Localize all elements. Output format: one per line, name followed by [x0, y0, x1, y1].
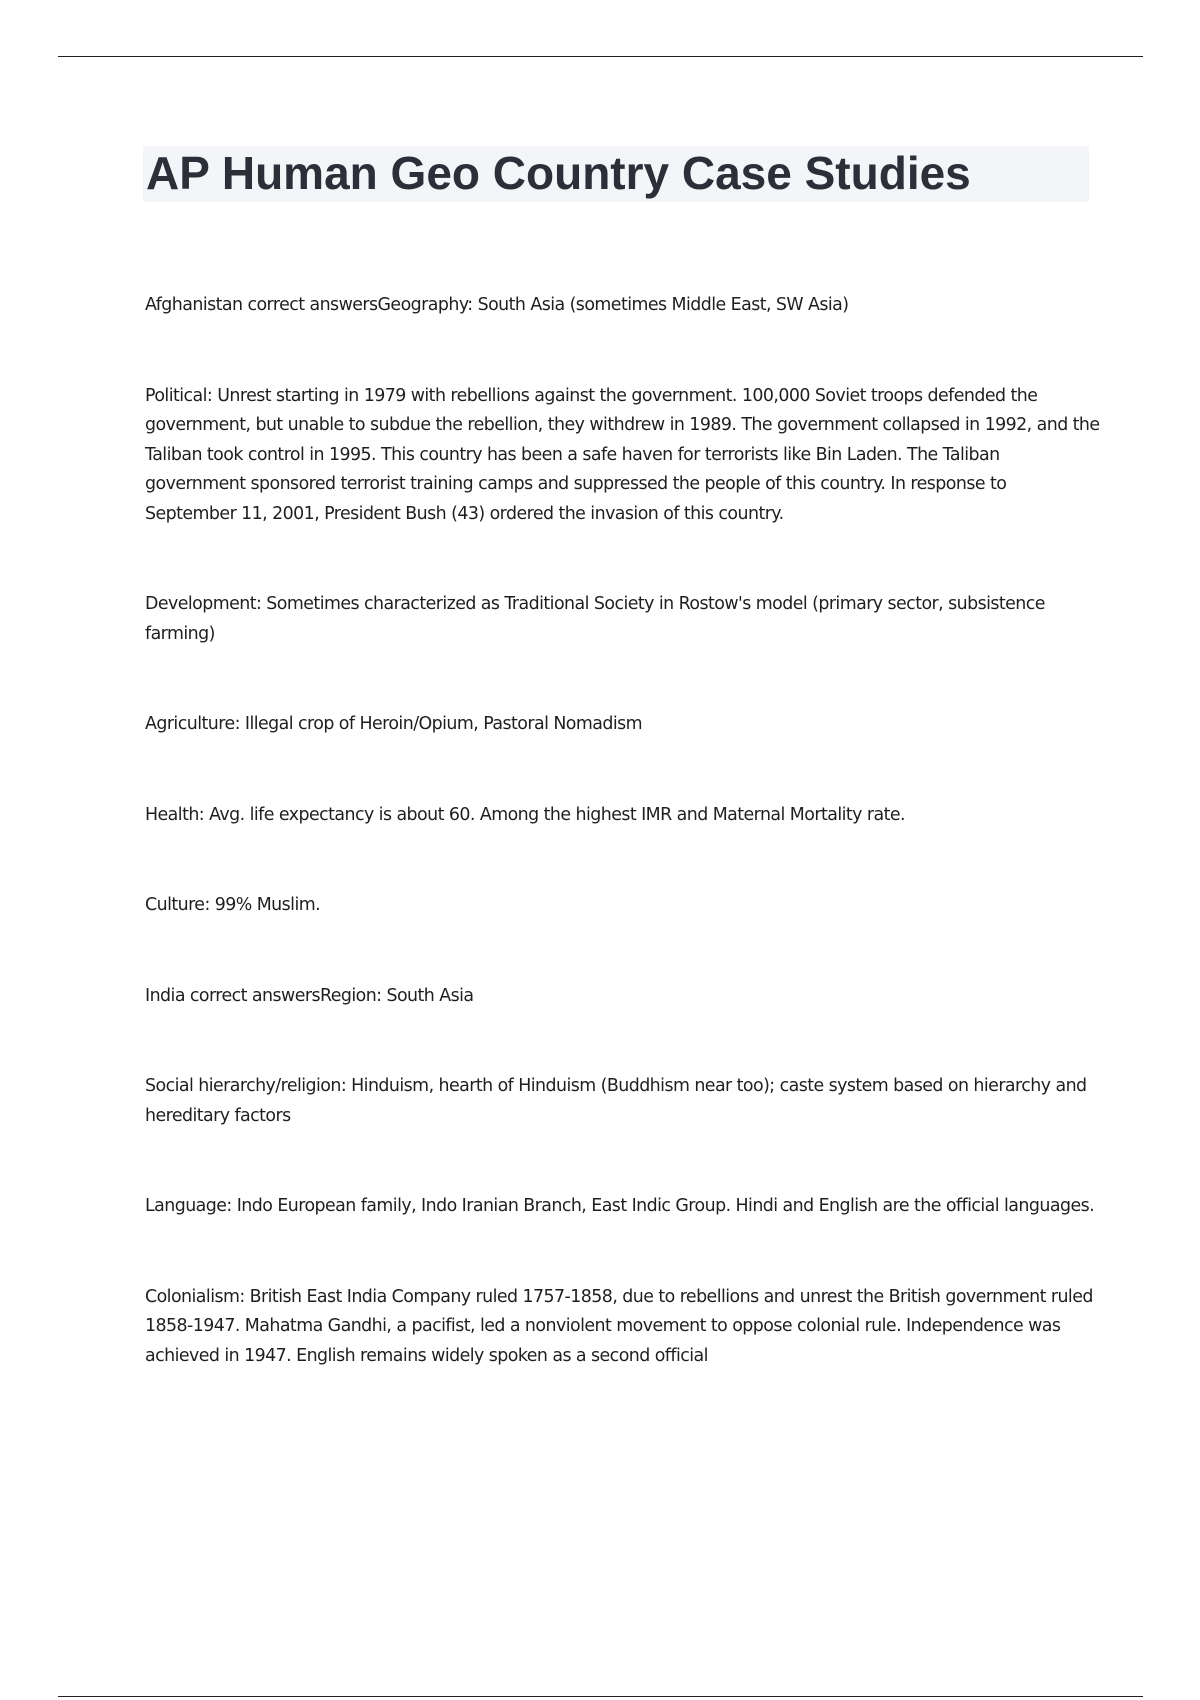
paragraph-afghanistan-agriculture: Agriculture: Illegal crop of Heroin/Opium, Pastoral Nomadism: [145, 714, 643, 734]
paragraph-india-social-hierarchy: Social hierarchy/religion: Hinduism, hearth of Hinduism (Buddhism near too); caste system based on hierarchy and hereditary factors: [145, 1076, 1087, 1126]
paragraph-india-colonialism: Colonialism: British East India Company ruled 1757-1858, due to rebellions and unrest the British government ruled 1858-1947. Mahatma Gandhi, a pacifist, led a nonviolent movement to oppose colonial rule. Independence was achieved in 1947. English remains widely spoken as a second official: [145, 1286, 1093, 1366]
paragraph-india-region: India correct answersRegion: South Asia: [145, 985, 474, 1006]
paragraph-afghanistan-health: Health: Avg. life expectancy is about 60. Among the highest IMR and Maternal Mortality rate.: [145, 804, 905, 825]
document-title: AP Human Geo Country Case Studies: [146, 147, 971, 199]
paragraph-afghanistan-geography: Afghanistan correct answersGeography: South Asia (sometimes Middle East, SW Asia): [145, 295, 849, 315]
paragraph-afghanistan-development: Development: Sometimes characterized as Traditional Society in Rostow's model (primary sector, subsistence farming): [145, 594, 1045, 644]
paragraph-afghanistan-political: Political: Unrest starting in 1979 with rebellions against the government. 100,000 Soviet troops defended the government, but unable to subdue the rebellion, they withdrew in 1989. The government collapsed in 1992, and the Taliban took control in 1995. This country has been a safe haven for terrorists like Bin Laden. The Taliban government sponsored terrorist training camps and suppressed the people of this country. In response to September 11, 2001, President Bush (43) ordered the invasion of this country.: [145, 385, 1100, 524]
document-body: [145, 291, 1100, 1432]
paragraph-india-language: Language: Indo European family, Indo Iranian Branch, East Indic Group. Hindi and English are the official languages.: [145, 1196, 1095, 1216]
bottom-divider: [58, 1696, 1143, 1697]
paragraph-afghanistan-culture: Culture: 99% Muslim.: [145, 895, 321, 915]
top-divider: [58, 56, 1143, 57]
